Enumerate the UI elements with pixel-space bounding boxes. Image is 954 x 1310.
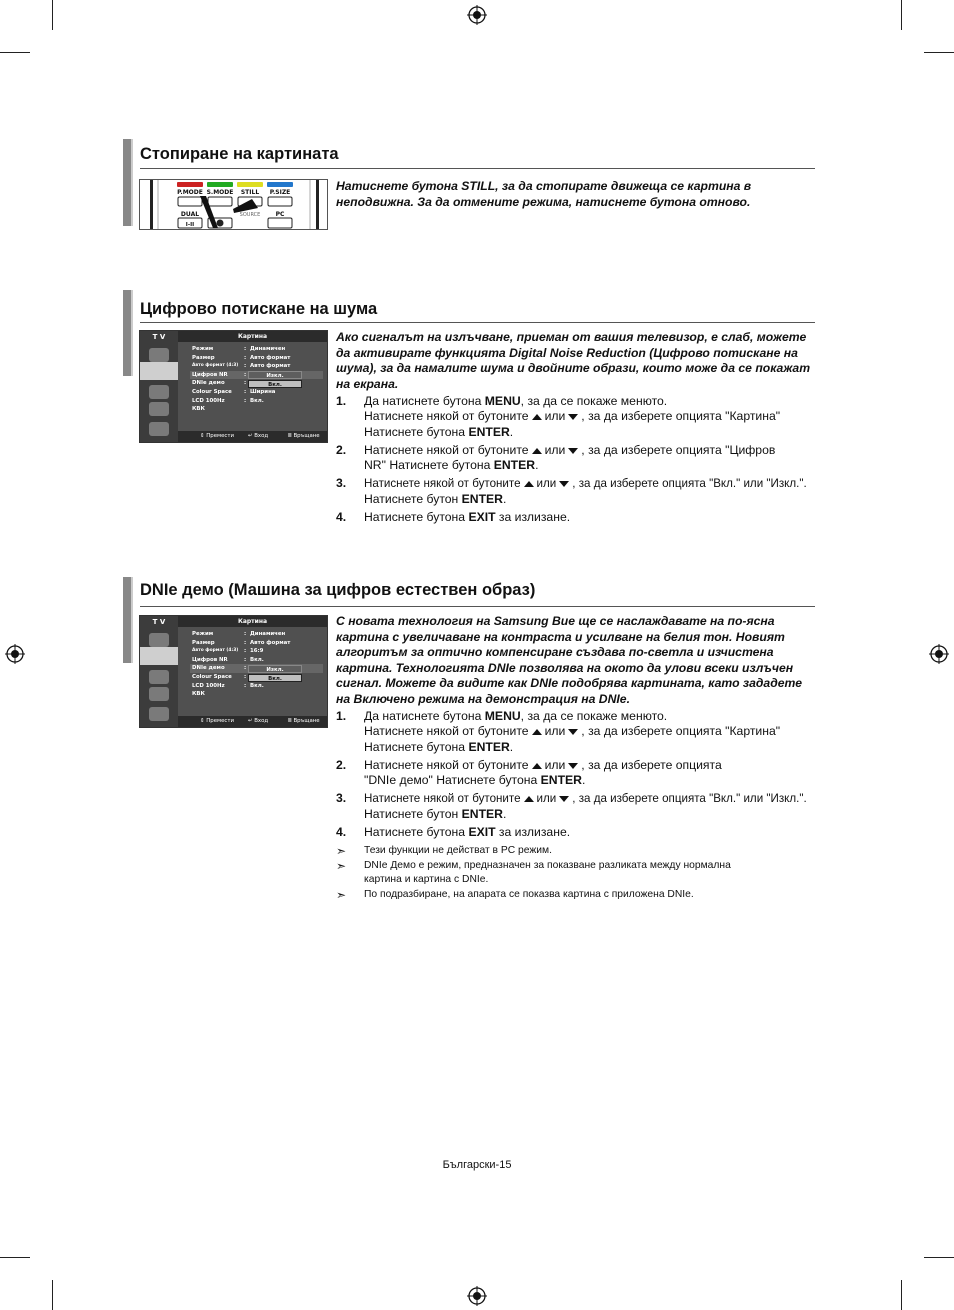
tv-menu-row: LCD 100Hz : Вкл. (192, 397, 264, 404)
foot-move-label: ⇕ Премести (200, 718, 235, 724)
tv-menu-header: Картина (178, 331, 327, 342)
section-bar (123, 577, 131, 663)
row-key: Размер (192, 639, 215, 646)
tv-menu-row: Colour Space : (192, 673, 247, 680)
crop-mark (924, 1257, 954, 1258)
step-number: 2. (336, 757, 347, 772)
tv-menu-row: DNIe демо : (192, 380, 247, 387)
tv-menu-list (190, 345, 323, 414)
row-value: Вкл. (250, 656, 264, 663)
option-on: Вкл. (248, 380, 302, 388)
down-arrow-icon (568, 414, 578, 420)
tv-menu-sidebar (140, 616, 178, 727)
tv-menu-row: Авто формат (4:3) : Авто формат (192, 363, 291, 370)
note-arrow-icon: ➣ (336, 887, 347, 902)
up-arrow-icon (532, 729, 542, 735)
remote-button-label: S.MODE (206, 189, 234, 196)
channel-icon (149, 687, 169, 701)
row-key: Авто формат (4:3) (192, 648, 239, 654)
step-item: 2. Натиснете някой от бутоните или , за да изберете опцията "Цифров NR" Натиснете бутона ENTER. (336, 442, 776, 473)
section-intro: С новата технология на Samsung Вие ще се наслаждавате на по-ясна картина с увеличаване на контраста и усилване на белия тон. Новият алгоритъм за оптично компенсиране създава по-светла и изчистена картина. Технологията DNIe позволява на окото да улови всеки излъчен сигнал. Можете да видите как DNIe подобрява картината, като зададете на Включено режима на демонстрация на DNIe. (336, 614, 802, 706)
section-bar (131, 577, 133, 663)
section-bar (123, 290, 131, 376)
note-arrow-icon: ➣ (336, 844, 347, 858)
row-value: Ширина (250, 388, 276, 395)
row-key: КВК (192, 691, 205, 698)
tv-menu-row: Авто формат (4:3) : 16:9 (192, 648, 264, 655)
down-arrow-icon (559, 481, 569, 487)
row-key: КВК (192, 406, 205, 413)
step-number: 3. (336, 476, 347, 491)
row-key: Режим (192, 631, 214, 637)
sound-icon (149, 385, 169, 399)
remote-button-label: PC (275, 211, 285, 218)
picture-icon (140, 647, 178, 665)
foot-back-label: Ⅲ Връщане (288, 718, 320, 724)
foot-enter-label: ↵ Вход (248, 433, 269, 439)
note-item (336, 844, 776, 859)
foot-enter-label: ↵ Вход (248, 718, 269, 724)
down-arrow-icon (559, 796, 569, 802)
tv-menu-footer (178, 431, 327, 442)
note-text: По подразбиране, на апарата се показва картина с приложена DNIe. (364, 888, 694, 900)
tv-menu-row: Размер : Авто формат (192, 354, 291, 361)
section-rule (140, 322, 815, 323)
tv-menu-row: Режим : Динамичен (192, 631, 286, 637)
row-key: Авто формат (4:3) (192, 363, 239, 369)
step-item: 3. Натиснете някой от бутоните или , за да изберете опцията "Вкл." или "Изкл.". Натиснете бутон ENTER. (336, 791, 807, 821)
row-key: DNIe демо (192, 380, 225, 387)
page-footer: Български-15 (442, 1159, 512, 1171)
section-title: Цифрово потискане на шума (140, 300, 378, 318)
note-item (336, 859, 776, 888)
up-arrow-icon (532, 763, 542, 769)
row-key: DNIe демо (192, 665, 225, 672)
crop-mark (52, 1280, 53, 1310)
section-title: DNIe демо (Машина за цифров естествен образ) (140, 581, 536, 599)
tv-label: T V (152, 333, 166, 341)
row-value: Авто формат (250, 354, 291, 361)
step-number: 4. (336, 510, 347, 525)
notes-list (336, 844, 776, 902)
tv-menu-row (190, 690, 323, 699)
step-number: 1. (336, 394, 347, 408)
step-number: 2. (336, 442, 347, 457)
row-key: LCD 100Hz (192, 682, 225, 689)
crop-mark (924, 52, 954, 53)
note-arrow-icon: ➣ (336, 858, 347, 873)
tv-menu-footer (178, 716, 327, 727)
step-item: 1. Да натиснете бутона MENU, за да се покаже менюто. Натиснете някой от бутоните или , за да изберете опцията "Картина" Натиснете бутона ENTER. (336, 709, 781, 754)
step-number: 3. (336, 791, 347, 806)
remote-control-image (139, 179, 328, 230)
step-item: 1. Да натиснете бутона MENU, за да се покаже менюто. Натиснете някой от бутоните или , за да изберете опцията "Картина" Натиснете бутона ENTER. (336, 394, 781, 439)
up-arrow-icon (524, 796, 534, 802)
section-title: Стопиране на картината (140, 145, 339, 163)
crop-mark (0, 52, 30, 53)
step-number: 1. (336, 709, 347, 723)
up-arrow-icon (532, 448, 542, 454)
section-bar (131, 290, 133, 376)
tv-menu-screen (139, 615, 328, 728)
steps-list (336, 394, 816, 528)
tv-menu-row: Цифров NR : (190, 371, 323, 380)
step-item: 2. Натиснете някой от бутоните или , за да изберете опцията "DNIe демо" Натиснете бутона ENTER. (336, 757, 722, 788)
row-key: Colour Space (192, 673, 232, 680)
note-text: DNIe Демо е режим, предназначен за показване разликата между нормална картина и картина с DNIe. (364, 859, 731, 885)
tv-menu-header: Картина (178, 616, 327, 627)
setup-icon (149, 422, 169, 436)
option-off: Изкл. (248, 665, 302, 673)
crop-mark (0, 1257, 30, 1258)
foot-move-label: ⇕ Премести (200, 433, 235, 439)
remote-button-label: I-II (185, 222, 195, 228)
row-key: Цифров NR (192, 656, 228, 663)
note-item (336, 888, 776, 903)
row-key: Размер (192, 354, 215, 361)
row-key: Colour Space (192, 388, 232, 395)
tv-menu-row: Цифров NR : Вкл. (192, 656, 264, 663)
tv-menu-sidebar (140, 331, 178, 442)
input-icon (149, 633, 169, 647)
down-arrow-icon (568, 729, 578, 735)
crop-mark (52, 0, 53, 30)
row-value: Авто формат (250, 363, 291, 370)
section-intro: Ако сигналът на излъчване, приеман от вашия телевизор, е слаб, можете да активирате функцията Digital Noise Reduction (Цифрово потискане на шума), за да намалите шума и двойните образи, които може да се покажат на екрана. (336, 330, 811, 391)
remote-drawing (140, 180, 328, 230)
registration-mark-icon (467, 5, 487, 25)
section-bar (131, 139, 133, 226)
tv-menu-row: Colour Space : Ширина (192, 388, 276, 395)
crop-mark (901, 1280, 902, 1310)
row-key: LCD 100Hz (192, 397, 225, 404)
registration-mark-icon (929, 644, 949, 664)
remote-button-label: P.SIZE (269, 189, 291, 196)
section-bar (123, 139, 131, 226)
step-number: 4. (336, 825, 347, 840)
section-rule (140, 606, 815, 607)
picture-icon (140, 362, 178, 380)
setup-icon (149, 707, 169, 721)
row-value: Авто формат (250, 639, 291, 646)
step-item: 4. Натиснете бутона EXIT за излизане. (336, 510, 571, 525)
step-item: 4. Натиснете бутона EXIT за излизане. (336, 825, 571, 840)
registration-mark-icon (5, 644, 25, 664)
down-arrow-icon (568, 448, 578, 454)
note-text: Тези функции не действат в PC режим. (364, 845, 552, 856)
step-item: 3. Натиснете някой от бутоните или , за да изберете опцията "Вкл." или "Изкл.". Натиснете бутон ENTER. (336, 476, 807, 506)
tv-label: T V (152, 618, 166, 626)
option-off: Изкл. (248, 371, 302, 379)
registration-mark-icon (467, 1286, 487, 1306)
crop-mark (901, 0, 902, 30)
remote-button-label: STILL (240, 189, 260, 196)
tv-menu-row: Режим : Динамичен (192, 346, 286, 352)
option-on: Вкл. (248, 674, 302, 682)
row-key: Цифров NR (192, 371, 228, 378)
tv-menu-row: LCD 100Hz : Вкл. (192, 682, 264, 689)
tv-menu-row (190, 405, 323, 414)
tv-menu-list (190, 630, 323, 699)
row-key: Режим (192, 346, 214, 352)
channel-icon (149, 402, 169, 416)
remote-button-label: SOURCE (239, 212, 261, 218)
tv-menu-screen (139, 330, 328, 443)
tv-menu-row: DNIe демо : (190, 664, 323, 673)
foot-back-label: Ⅲ Връщане (288, 433, 320, 439)
row-value: 16:9 (250, 648, 264, 655)
row-value: Динамичен (250, 631, 286, 637)
down-arrow-icon (568, 763, 578, 769)
row-value: Вкл. (250, 397, 264, 404)
section-intro: Натиснете бутона STILL, за да стопирате движеща се картина в неподвижна. За да отмените режима, натиснете бутона отново. (336, 179, 752, 209)
input-icon (149, 348, 169, 362)
remote-button-label: DUAL (180, 211, 200, 218)
steps-list (336, 709, 816, 843)
section-rule (140, 168, 815, 169)
up-arrow-icon (524, 481, 534, 487)
remote-button-label: P.MODE (177, 189, 203, 196)
tv-menu-row: Размер : Авто формат (192, 639, 291, 646)
up-arrow-icon (532, 414, 542, 420)
row-value: Динамичен (250, 346, 286, 352)
sound-icon (149, 670, 169, 684)
row-value: Вкл. (250, 682, 264, 689)
